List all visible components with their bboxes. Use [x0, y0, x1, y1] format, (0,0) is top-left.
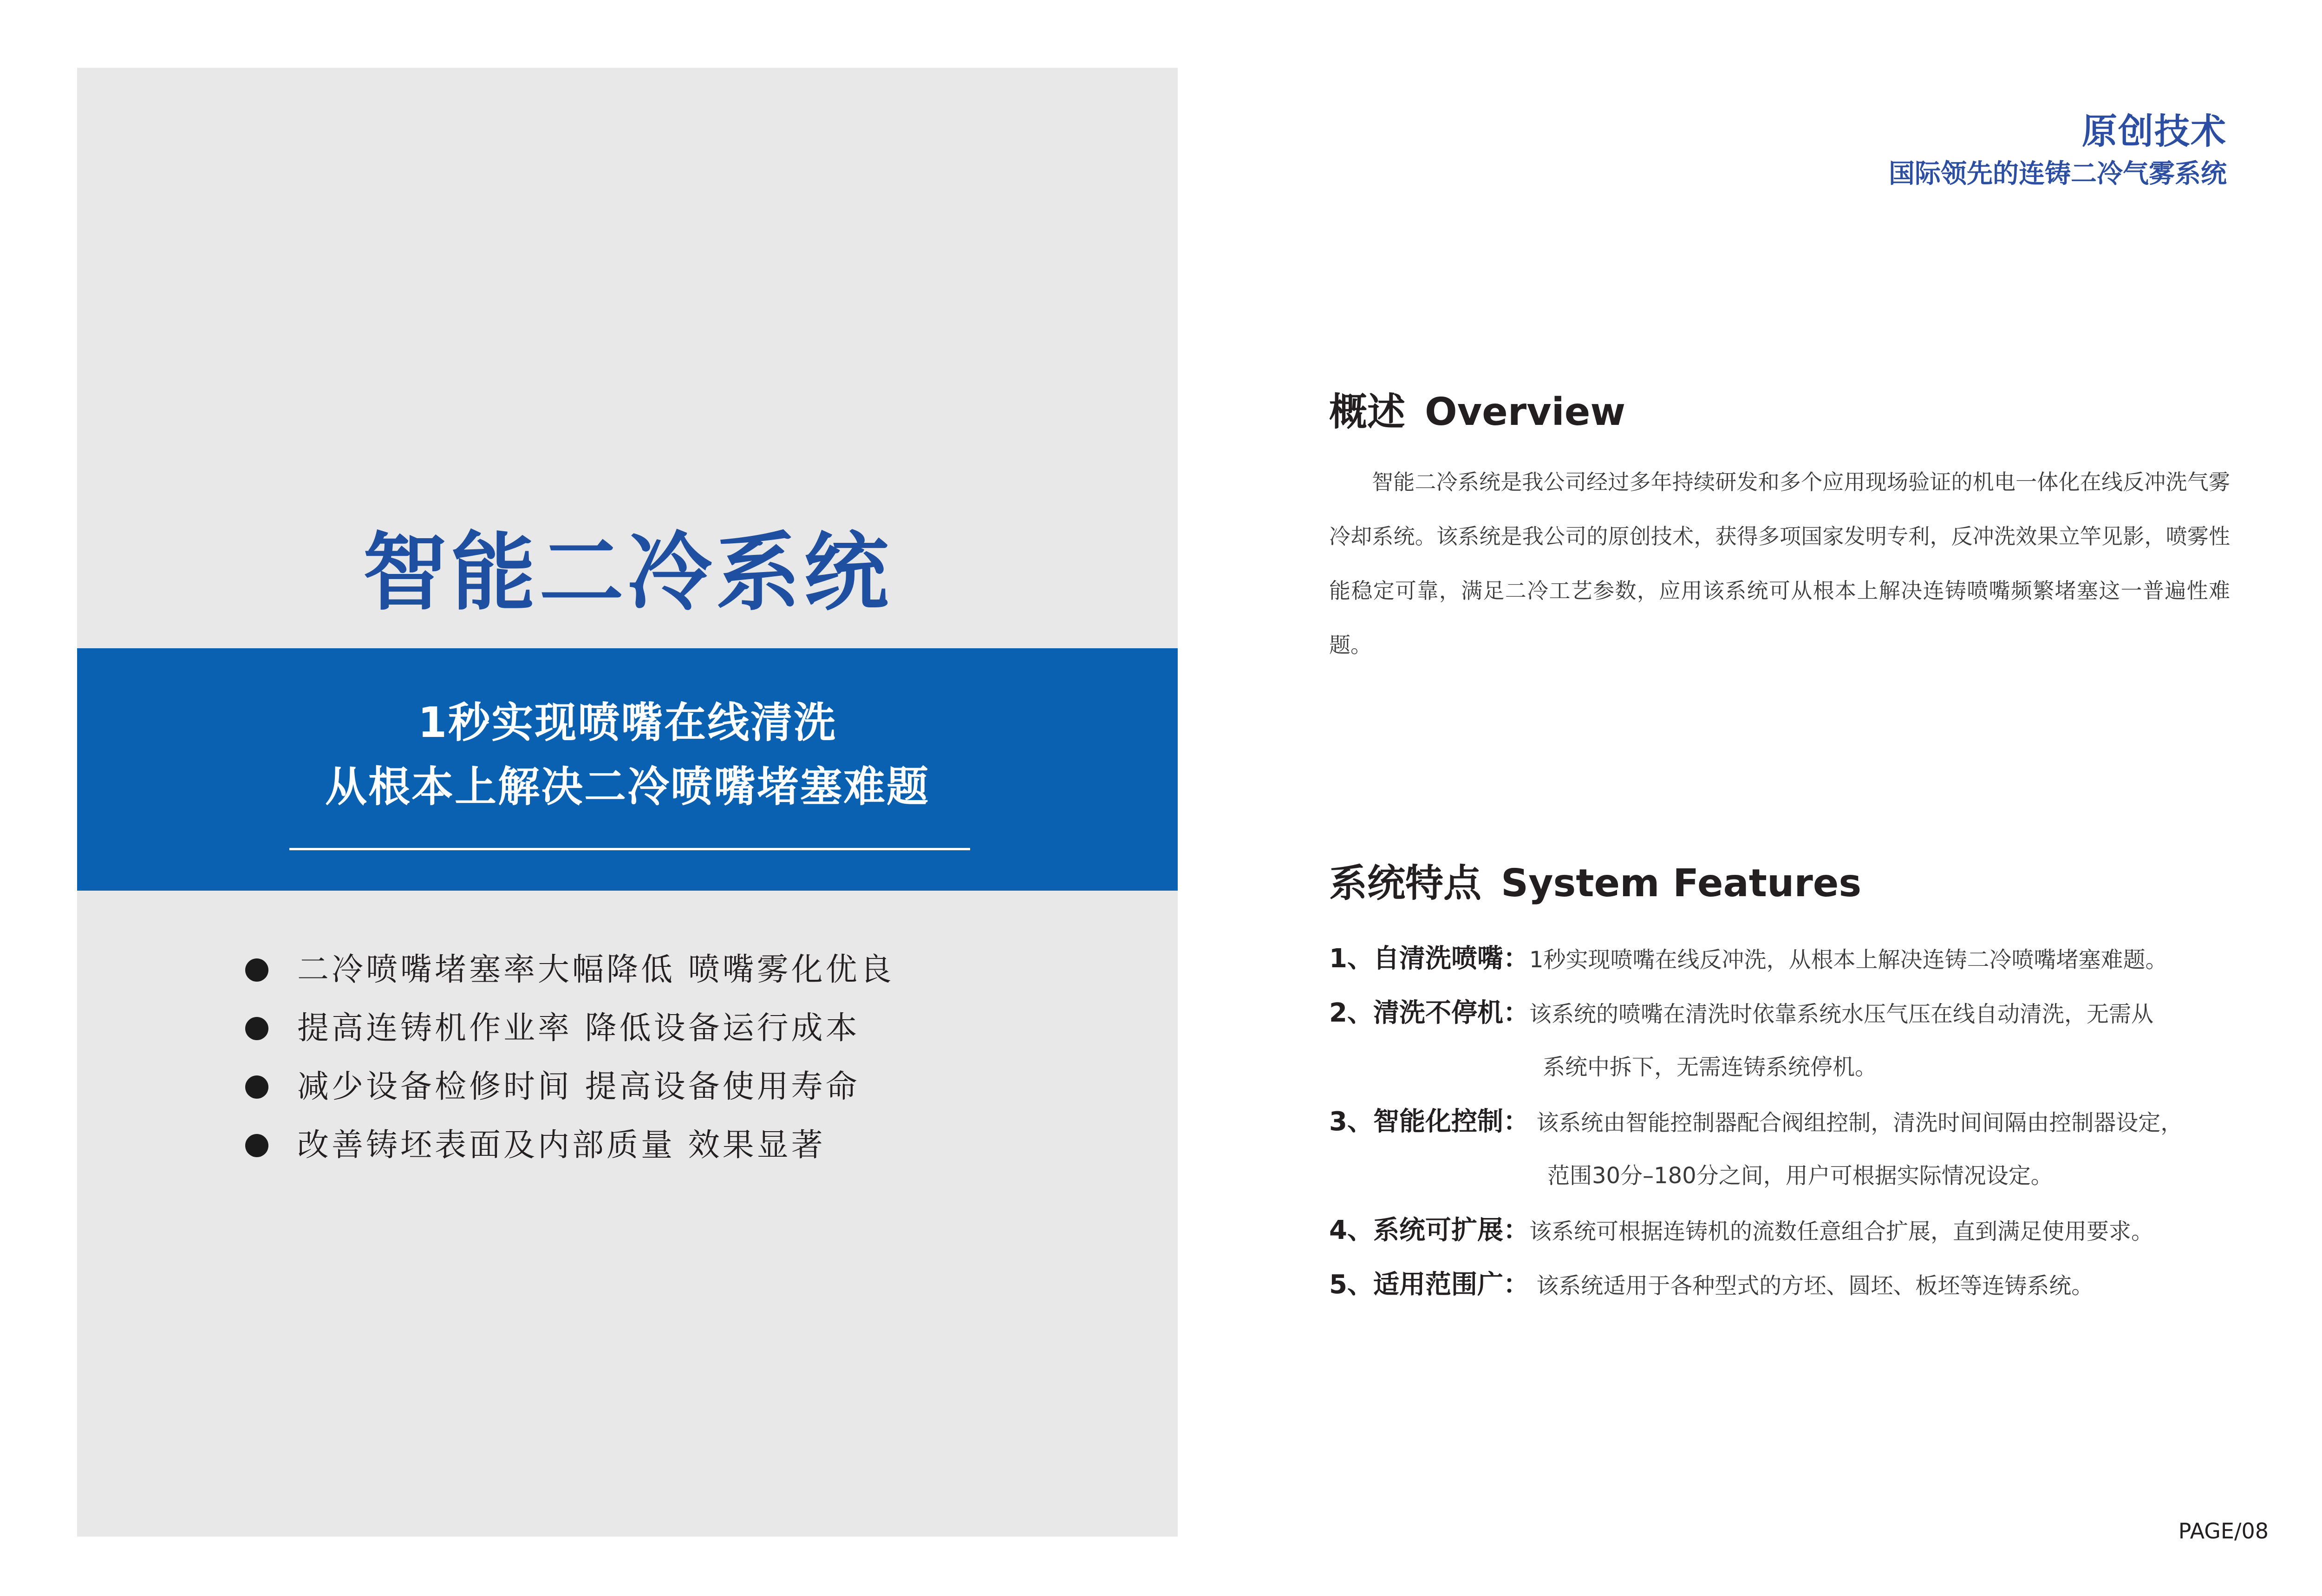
feature-label: 4、系统可扩展： — [1329, 1215, 1529, 1245]
feature-text: 该系统适用于各种型式的方坯、圆坯、板坯等连铸系统。 — [1529, 1273, 2094, 1299]
benefit-text: 减少设备检修时间 提高设备使用寿命 — [297, 1068, 860, 1105]
feature-text: 该系统由智能控制器配合阀组控制，清洗时间间隔由控制器设定， — [1529, 1110, 2183, 1136]
benefit-item — [245, 941, 1128, 999]
feature-label: 2、清洗不停机： — [1329, 998, 1529, 1028]
benefit-text: 二冷喷嘴堵塞率大幅降低 喷嘴雾化优良 — [297, 951, 894, 988]
feature-item — [1329, 1094, 2258, 1203]
feature-text: 1秒实现喷嘴在线反冲洗，从根本上解决连铸二冷喷嘴堵塞难题。 — [1529, 947, 2168, 973]
feature-text-continued: 系统中拆下，无需连铸系统停机。 — [1543, 1054, 1878, 1080]
bullet-dot-icon — [245, 1017, 268, 1040]
left-panel — [77, 68, 1178, 1537]
bullet-dot-icon — [245, 1075, 268, 1099]
benefit-list — [245, 941, 1128, 1175]
benefit-text: 改善铸坯表面及内部质量 效果显著 — [297, 1127, 826, 1164]
feature-label: 3、智能化控制： — [1329, 1107, 1529, 1137]
feature-text: 该系统的喷嘴在清洗时依靠系统水压气压在线自动清洗，无需从 — [1529, 1001, 2153, 1027]
benefit-item — [245, 1116, 1128, 1175]
overview-heading-cn: 概述 — [1329, 390, 1406, 434]
overview-paragraph: 智能二冷系统是我公司经过多年持续研发和多个应用现场验证的机电一体化在线反冲洗气雾冷却系统。该系统是我公司的原创技术，获得多项国家发明专利，反冲洗效果立竿见影，喷雾性能稳定可靠，满足二冷工艺参数，应用该系统可从根本上解决连铸喷嘴频繁堵塞这一普遍性难题。 — [1329, 469, 2230, 658]
feature-list — [1329, 932, 2258, 1312]
banner-line-1: 1秒实现喷嘴在线清洗 — [417, 698, 837, 747]
feature-text-continued: 范围30分–180分之间，用户可根据实际情况设定。 — [1547, 1163, 2053, 1189]
banner-line-2: 从根本上解决二冷喷嘴堵塞难题 — [325, 762, 930, 811]
benefit-item — [245, 999, 1128, 1058]
bullet-dot-icon — [245, 958, 268, 982]
header-subtitle: 国际领先的连铸二冷气雾系统 — [1889, 159, 2227, 189]
overview-heading-en: Overview — [1425, 390, 1626, 434]
main-title: 智能二冷系统 — [363, 522, 892, 622]
overview-heading — [1329, 382, 1625, 436]
bullet-dot-icon — [245, 1134, 268, 1157]
features-heading-en: System Features — [1501, 861, 1862, 905]
features-heading-cn: 系统特点 — [1329, 861, 1482, 905]
page-number: PAGE/08 — [2178, 1518, 2269, 1544]
feature-text: 该系统可根据连铸机的流数任意组合扩展，直到满足使用要求。 — [1529, 1218, 2153, 1244]
features-heading — [1329, 853, 1861, 907]
banner-divider — [289, 848, 970, 850]
feature-item — [1329, 986, 2258, 1094]
header-title: 原创技术 — [2082, 111, 2227, 152]
benefit-item — [245, 1058, 1128, 1116]
feature-label: 5、适用范围广： — [1329, 1270, 1529, 1300]
feature-item — [1329, 1257, 2258, 1312]
feature-item — [1329, 932, 2258, 986]
feature-label: 1、自清洗喷嘴： — [1329, 944, 1529, 974]
feature-item — [1329, 1203, 2258, 1257]
blue-banner — [77, 648, 1178, 891]
benefit-text: 提高连铸机作业率 降低设备运行成本 — [297, 1010, 860, 1047]
